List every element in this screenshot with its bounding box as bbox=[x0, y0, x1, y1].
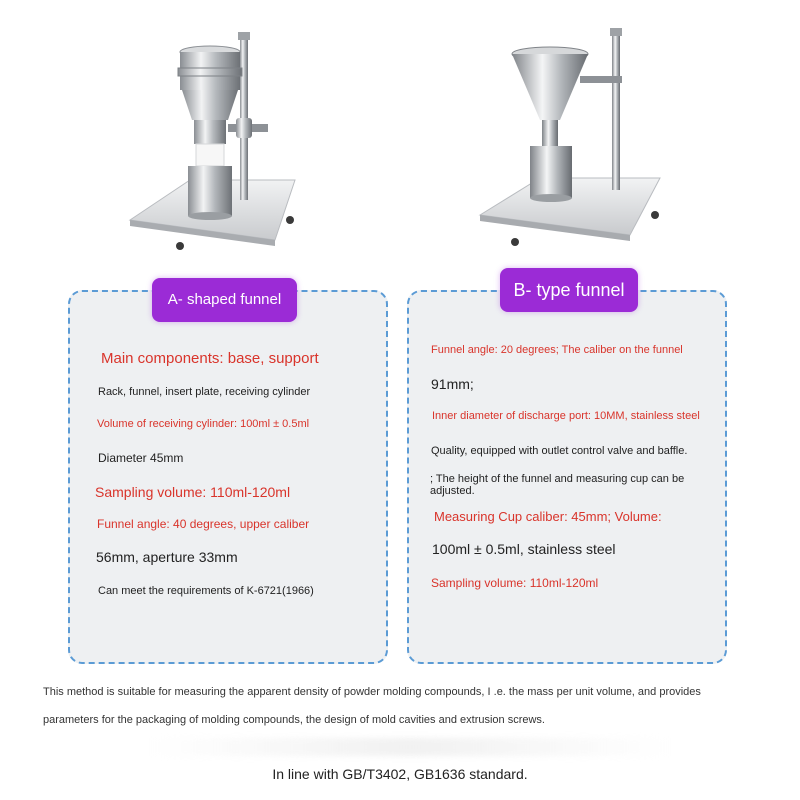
panel-b-line: adjusted. bbox=[430, 485, 475, 497]
panel-b-line: 100ml ± 0.5ml, stainless steel bbox=[432, 541, 616, 557]
spec-panel-a bbox=[68, 290, 388, 664]
panel-b-line: Funnel angle: 20 degrees; The caliber on the funnel bbox=[431, 344, 683, 356]
product-photo-b bbox=[470, 20, 680, 255]
panel-a-title: A- shaped funnel bbox=[152, 278, 297, 322]
panel-b-line: Inner diameter of discharge port: 10MM, stainless steel bbox=[432, 410, 700, 422]
panel-b-line: Sampling volume: 110ml-120ml bbox=[431, 576, 599, 590]
panel-a-line: Rack, funnel, insert plate, receiving cylinder bbox=[98, 386, 311, 398]
panel-a-line: Funnel angle: 40 degrees, upper caliber bbox=[97, 517, 310, 531]
panel-a-line: 56mm, aperture 33mm bbox=[96, 549, 238, 565]
panel-b-line: Measuring Cup caliber: 45mm; Volume: bbox=[434, 509, 662, 524]
panel-a-line: Volume of receiving cylinder: 100ml ± 0.5ml bbox=[97, 418, 310, 430]
panel-b-line: ; The height of the funnel and measuring cup can be bbox=[430, 473, 685, 485]
panel-b-line: Quality, equipped with outlet control valve and baffle. bbox=[431, 445, 688, 457]
panel-b-title: B- type funnel bbox=[500, 268, 638, 312]
panel-a-line: Sampling volume: 110ml-120ml bbox=[95, 484, 291, 500]
product-photo-a bbox=[110, 20, 310, 260]
description-line-2: parameters for the packaging of molding compounds, the design of mold cavities and extrusion screws. bbox=[43, 714, 545, 726]
standard-note: In line with GB/T3402, GB1636 standard. bbox=[272, 766, 528, 782]
panel-b-line: 91mm; bbox=[431, 376, 474, 392]
panel-a-line: Main components: base, support bbox=[101, 350, 319, 367]
panel-a-line: Can meet the requirements of K-6721(1966) bbox=[98, 585, 314, 597]
panel-a-line: Diameter 45mm bbox=[98, 451, 184, 465]
description-line-1: This method is suitable for measuring the apparent density of powder molding compounds, I .e. the mass per unit volume, and provides bbox=[43, 686, 701, 698]
faded-divider bbox=[150, 738, 670, 756]
